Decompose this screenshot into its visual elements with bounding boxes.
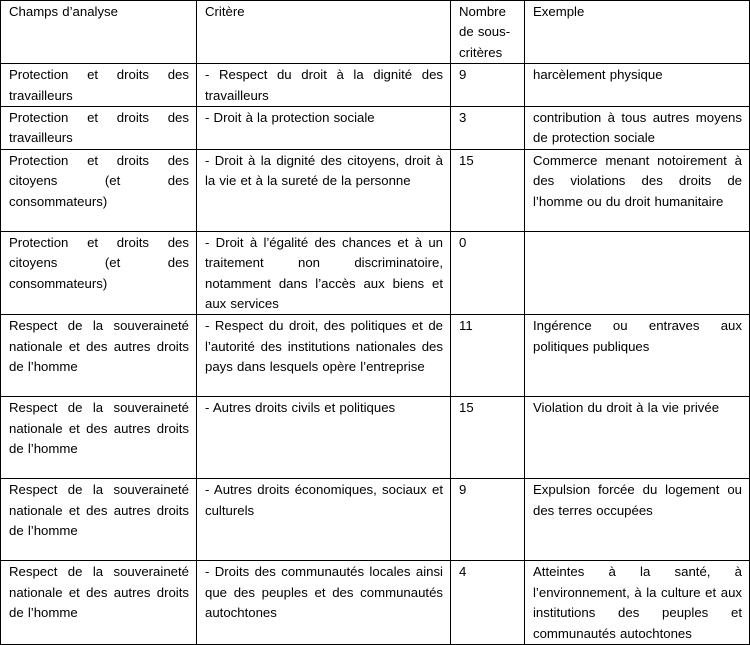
table-row xyxy=(1,149,750,231)
header-row xyxy=(1,1,750,64)
cell-champ: Respect de la souveraineté nationale et des autres droits de l’homme xyxy=(1,315,197,397)
cell-critere: - Respect du droit, des politiques et de l’autorité des institutions nationales des pays dans lesquels opère l’entreprise xyxy=(197,315,451,397)
header-exemple: Exemple xyxy=(525,1,750,64)
cell-critere: - Droit à la protection sociale xyxy=(197,107,451,150)
cell-champ: Protection et droits des travailleurs xyxy=(1,107,197,150)
header-nombre: Nombre de sous-critères xyxy=(451,1,525,64)
cell-champ: Respect de la souveraineté nationale et des autres droits de l’homme xyxy=(1,479,197,561)
cell-exemple: Expulsion forcée du logement ou des terres occupées xyxy=(525,479,750,561)
header-critere: Critère xyxy=(197,1,451,64)
cell-exemple: Commerce menant notoirement à des violations des droits de l’homme ou du droit humanitaire xyxy=(525,149,750,231)
table-row xyxy=(1,397,750,479)
table-row xyxy=(1,561,750,645)
table-row xyxy=(1,315,750,397)
cell-critere: - Respect du droit à la dignité des travailleurs xyxy=(197,64,451,107)
table-row xyxy=(1,231,750,315)
cell-exemple: contribution à tous autres moyens de protection sociale xyxy=(525,107,750,150)
cell-champ: Respect de la souveraineté nationale et des autres droits de l’homme xyxy=(1,561,197,645)
cell-nombre: 9 xyxy=(451,479,525,561)
cell-nombre: 9 xyxy=(451,64,525,107)
header-champs: Champs d’analyse xyxy=(1,1,197,64)
cell-critere: - Droits des communautés locales ainsi que des peuples et des communautés autochtones xyxy=(197,561,451,645)
cell-nombre: 11 xyxy=(451,315,525,397)
cell-critere: - Droit à l’égalité des chances et à un traitement non discriminatoire, notamment dans l’accès aux biens et aux services xyxy=(197,231,451,315)
cell-exemple: Ingérence ou entraves aux politiques publiques xyxy=(525,315,750,397)
cell-exemple xyxy=(525,231,750,315)
cell-nombre: 15 xyxy=(451,149,525,231)
cell-champ: Protection et droits des travailleurs xyxy=(1,64,197,107)
cell-nombre: 4 xyxy=(451,561,525,645)
cell-champ: Protection et droits des citoyens (et des consommateurs) xyxy=(1,149,197,231)
cell-champ: Respect de la souveraineté nationale et des autres droits de l’homme xyxy=(1,397,197,479)
cell-critere: - Autres droits économiques, sociaux et culturels xyxy=(197,479,451,561)
table-row xyxy=(1,479,750,561)
cell-critere: - Droit à la dignité des citoyens, droit à la vie et à la sureté de la personne xyxy=(197,149,451,231)
table-row xyxy=(1,64,750,107)
table-row xyxy=(1,107,750,150)
cell-exemple: harcèlement physique xyxy=(525,64,750,107)
cell-exemple: Violation du droit à la vie privée xyxy=(525,397,750,479)
cell-champ: Protection et droits des citoyens (et des consommateurs) xyxy=(1,231,197,315)
cell-nombre: 0 xyxy=(451,231,525,315)
cell-critere: - Autres droits civils et politiques xyxy=(197,397,451,479)
cell-nombre: 3 xyxy=(451,107,525,150)
cell-exemple: Atteintes à la santé, à l’environnement, à la culture et aux institutions des peuples et communautés autochtones xyxy=(525,561,750,645)
cell-nombre: 15 xyxy=(451,397,525,479)
